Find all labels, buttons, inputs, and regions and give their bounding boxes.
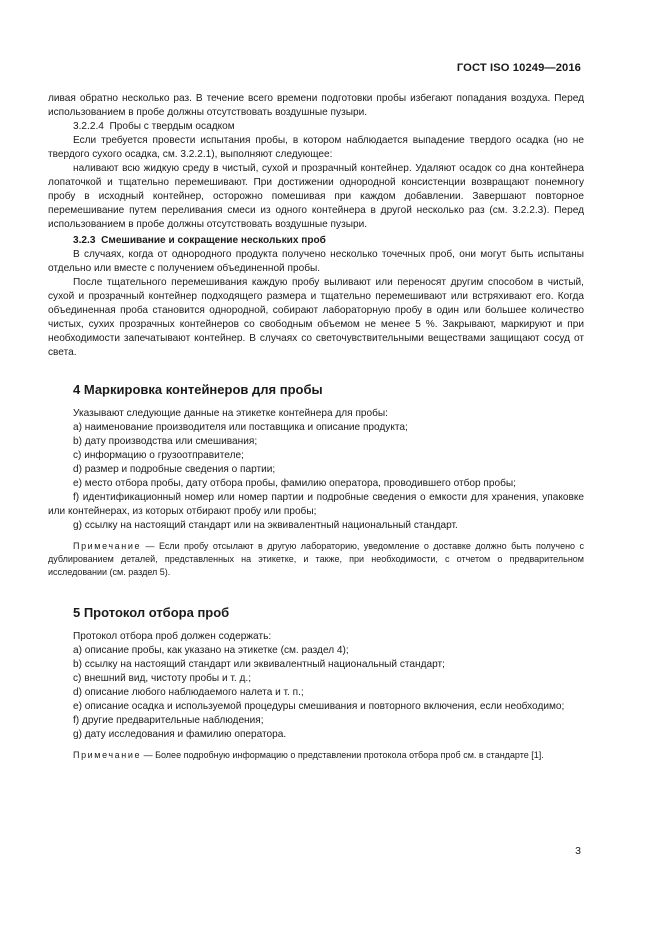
page-number: 3	[575, 845, 581, 857]
list-item: c) внешний вид, чистоту пробы и т. д.;	[73, 673, 252, 684]
paragraph: В случаях, когда от однородного продукта получено несколько точечных проб, они могут быть испытаны отдельно или вместе с получением объединенной пробы.	[48, 249, 584, 274]
list-item: d) размер и подробные сведения о партии;	[73, 464, 276, 475]
paragraph: Если требуется провести испытания пробы, в котором наблюдается выпадение твердого осадка (но не твердого сухого осадка, см. 3.2.2.1), выполняют следующее:	[48, 135, 584, 160]
subsection-title: Смешивание и сокращение нескольких проб	[101, 235, 326, 246]
list-item: g) ссылку на настоящий стандарт или на эквивалентный национальный стандарт.	[73, 520, 458, 531]
note-text: — Более подробную информацию о представлении протокола отбора проб см. в стандарте [1].	[141, 750, 544, 760]
paragraph: После тщательного перемешивания каждую пробу выливают или переносят другим способом в чистый, сухой и прозрачный контейнер подходящего размера и тщательно перемешивают или встряхивают его. Когда объединенная проба становится однородной, собирают лабораторную пробу в один или большее количество чистых, сухих прозрачных контейнеров со свободным объемом не менее 5 %. Закрывают, маркируют и при необходимости запечатывают контейнер. В случаях со светочувствительными веществами защищают сосуд от света.	[48, 277, 584, 358]
page-content	[48, 92, 584, 762]
list-item: e) описание осадка и используемой процедуры смешивания и повторного включения, если необходимо;	[73, 701, 565, 712]
subsection-3-2-3-heading	[48, 234, 584, 248]
note-label: Примечание	[73, 541, 142, 551]
subsection-title: Пробы с твердым осадком	[109, 121, 235, 132]
subsection-3-2-2-4-heading	[48, 120, 584, 134]
section-4-heading: 4 Маркировка контейнеров для пробы	[73, 382, 323, 397]
subsection-number: 3.2.2.4	[73, 121, 104, 132]
list-item: e) место отбора пробы, дату отбора пробы, фамилию оператора, проводившего отбор пробы;	[73, 478, 516, 489]
section-intro: Указывают следующие данные на этикетке контейнера для пробы:	[73, 408, 388, 419]
note-label: Примечание	[73, 750, 142, 760]
document-id-header: ГОСТ ISO 10249—2016	[456, 62, 581, 74]
section-5-heading: 5 Протокол отбора проб	[73, 605, 230, 620]
list-item: b) дату производства или смешивания;	[73, 436, 258, 447]
section-intro: Протокол отбора проб должен содержать:	[73, 631, 272, 642]
list-item: a) описание пробы, как указано на этикетке (см. раздел 4);	[73, 645, 349, 656]
subsection-number: 3.2.3	[73, 235, 96, 246]
note-text: — Если пробу отсылают в другую лабораторию, уведомление о доставке должно быть получено с дублированием деталей, представленных на этикетке, и также, при необходимости, с отчетом о предварительном исследовании (см. раздел 5).	[48, 541, 584, 577]
note	[48, 540, 584, 579]
list-item: b) ссылку на настоящий стандарт или эквивалентный национальный стандарт;	[73, 659, 445, 670]
paragraph-continuation: ливая обратно несколько раз. В течение всего времени подготовки пробы избегают попадания воздуха. Перед использованием в пробе должны отсутствовать воздушные пузыри.	[48, 93, 584, 118]
list-item: f) другие предварительные наблюдения;	[73, 715, 264, 726]
list-item: f) идентификационный номер или номер партии и подробные сведения о емкости для хранения, упаковке или контейнерах, из которых отбирают пробу или пробы;	[48, 492, 584, 517]
list-item: a) наименование производителя или поставщика и описание продукта;	[73, 422, 408, 433]
note	[48, 749, 584, 762]
paragraph: наливают всю жидкую среду в чистый, сухой и прозрачный контейнер. Удаляют осадок со дна контейнера лопаточкой и тщательно перемешивают. При достижении однородной консистенции возвращают понемногу пробу в исходный контейнер, осторожно помешивая при каждом добавлении. Завершают повторное перемешивание путем переливания смеси из одного контейнера в другой несколько раз (см. 3.2.2.3). Перед использованием в пробе должны отсутствовать воздушные пузыри.	[48, 163, 584, 230]
list-item: d) описание любого наблюдаемого налета и т. п.;	[73, 687, 304, 698]
list-item: g) дату исследования и фамилию оператора.	[73, 729, 287, 740]
list-item: c) информацию о грузоотправителе;	[73, 450, 244, 461]
